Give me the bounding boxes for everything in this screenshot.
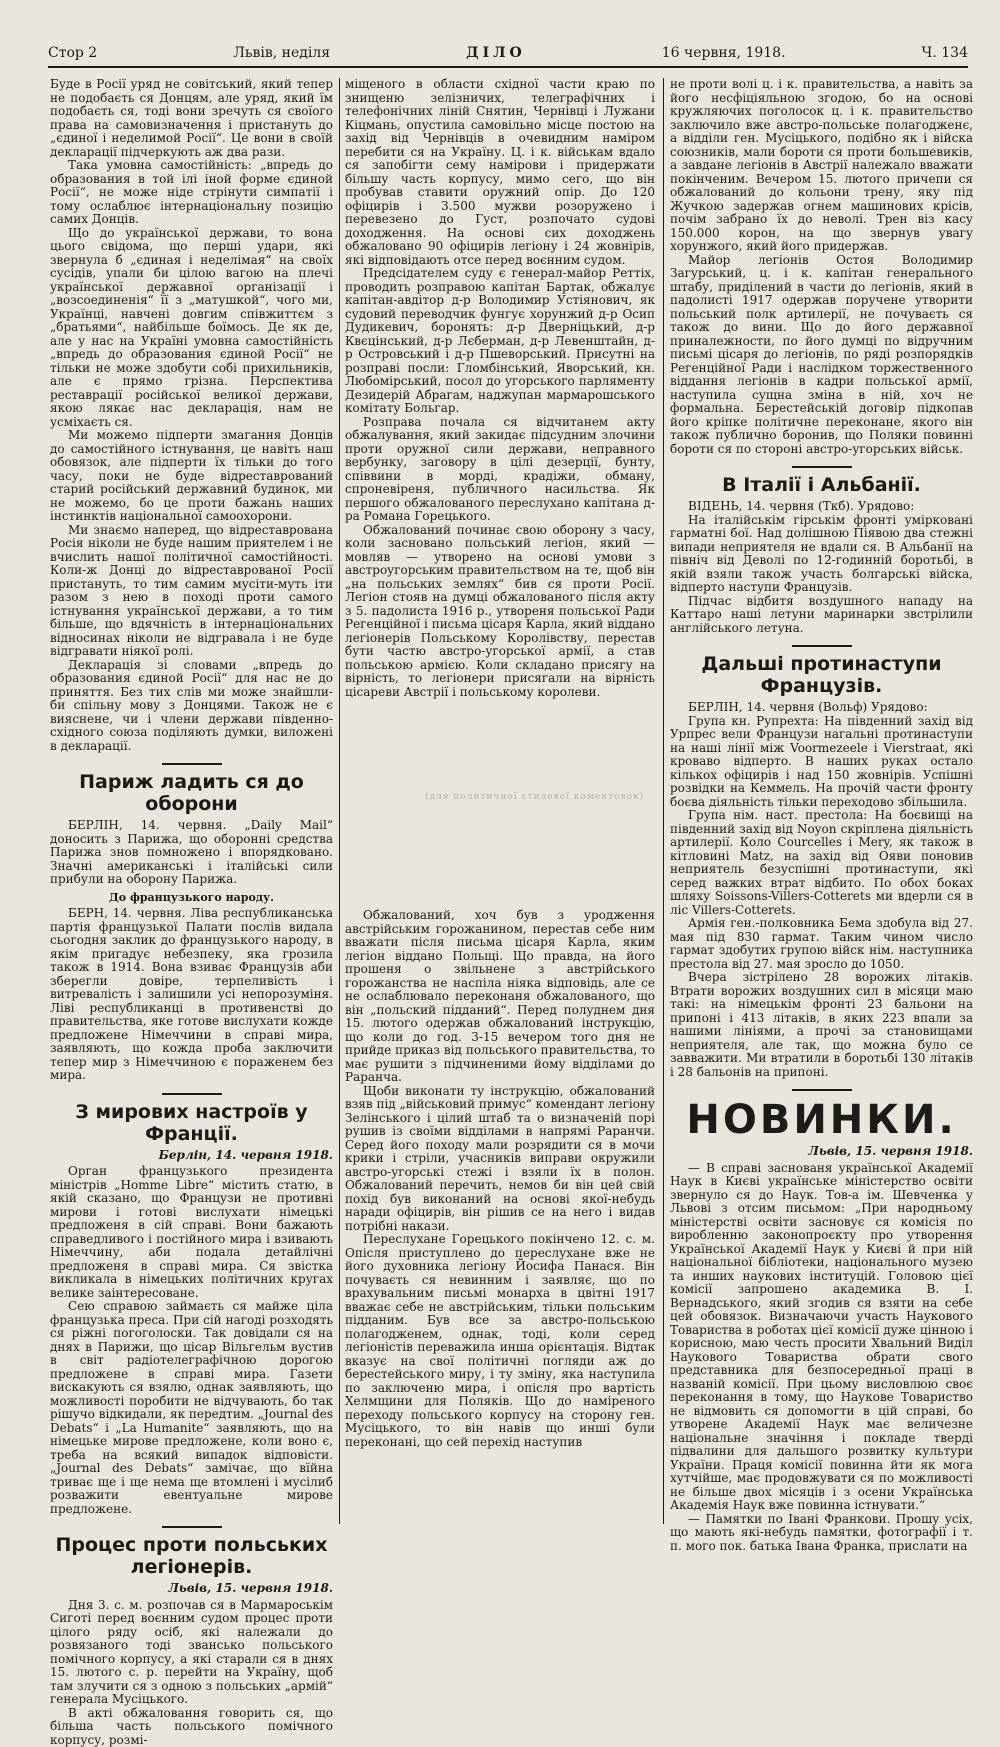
paragraph: Ми можемо підперти змагання Донців до самостійного істнування, це навіть наш обовязок, але підперти їх тільки до того часу, поки не буде відреставрований старий російський державний будинок, ми не можемо, бо це проти бажань наших інстинктів національної самоохорони. bbox=[50, 429, 333, 524]
column-divider bbox=[663, 78, 664, 1524]
paragraph: Майор легіонів Остоя Володимир Загурський, ц. і к. капітан генерального штабу, приділений в части до легіонів, який в падолисті 1917 одержав поручене утворити польський полк артилерії, не почуваєть ся також до вини. Що до його державної приналежности, по його думці по відручним письмі цісаря до легіонів, по ряді розпорядків Регенційної Ради і наслідком торжественного віддання легіонів в кадри польської армії, наступила сущна зміна в ній, хоч не формальна. Берестейській договір підкопав його кріпке політичне переконане, якого він також публично боронив, що Поляки повинні бороти ся по стороні австро-угорських військ. bbox=[670, 254, 973, 457]
paragraph: Дня 3. с. м. розпочав ся в Мармароськім Сиготі перед воєнним судом процес проти цілого ряду осіб, які належали до розвязаного тоді звансько польського помічного корпусу, а які старали ся в днях 15. лютого с. р. перейти на Україну, щоб там злучити ся з одною з польських „армій“ генерала Мусіцького. bbox=[50, 1599, 333, 1707]
paragraph: На італійськім гірськім фронті умірковані гарматні бої. Над долішною Піявою два стежні випади неприятеля не вдали ся. В Альбанії на північ від Деволі по 12-годинній боротьбі, в якій взяли також участь болгарські війска, відперто наступи Французів. bbox=[670, 514, 973, 595]
newspaper-title: ДІЛО bbox=[466, 45, 526, 61]
article-subheading: До французького народу. bbox=[50, 891, 333, 905]
paragraph: В акті обжаловання говорить ся, що більша часть польського помічного корпусу, розмі- bbox=[50, 1707, 333, 1747]
paragraph: Предсідателем суду є генерал-майор Реттіх, проводить розправою капітан Бартак, обжалує капітан-авдітор д-р Володимир Устіянович, як судовий переводчик фунгує хорунжий д-р Осип Дудикевич, боронять: д-р Дверніцький, д-р Квєцінський, д-р Лєберман, д-р Левенштайн, д-р Островський і д-р Пшеворський. Присутні на розправі посли: Гломбінський, Яворський, кн. Любомірський, посол до угорського парляменту Дезидерій Абрагам, наджупан мармарошського комітату Больгар. bbox=[345, 267, 655, 416]
article-heading-paris: Париж ладить ся до оборони bbox=[50, 771, 333, 815]
censored-blank-space bbox=[345, 699, 655, 909]
paragraph: Обжалований, хоч був з уродження австрійським горожанином, перестав себе ним вважати після письма цісаря Карла, яким легіон віддано Польщі. Що правда, на його прошеня о звільнене з австрійського горожанства не наспіла ніяка відповідь, але се не ослаблювало переконаня обжалованого, що він „польский підданий“. Перед полуднем дня 15. лютого одержав обжалований інструкцію, що коли до год. 3-15 вечером того дня не прийде приказ від польського правительства, то має рушити з підчиненими йому відділами до Раранча. bbox=[345, 909, 655, 1085]
paragraph: Армія ген.-полковника Бема здобула від 27. мая під 830 гармат. Таким чином число гармат здобутих групою війск нім. наступника престола від 27. мая зросло до 1050. bbox=[670, 917, 973, 971]
paragraph: Що до української держави, то вона цього свідома, що перші удари, які звернула б „єдиная і неделімая“ на своїх сусідів, упали би цілою вагою на плечі української державної організації і „возсоединенія“ її з „матушкой“, чого ми, Українці, навчені довгим співжиттєм з „братьями“, найбільше боїмось. Де як де, але у нас на Україні умовна самостійність „впредь до образования єдиной Росії“ не тільки не може здобути собі прихильників, але є прямо грізна. Перспектива реставрації російської великої держави, якою лякає нас декларація, нам не усміхаєть ся. bbox=[50, 227, 333, 430]
dateline: Львів, 15. червня 1918. bbox=[50, 1582, 333, 1596]
section-rule bbox=[162, 1093, 222, 1095]
section-rule bbox=[792, 1089, 852, 1091]
section-rule bbox=[162, 1526, 222, 1528]
paragraph: Щоби виконати ту інструкцію, обжалований взяв під „військовий примус“ комендант легіону Зелінського і цілий штаб та о визначеній порі рушив із своїми відділами в напрямі Раранчи. Серед його походу мали розрядити ся в мочи крики і стріли, учасників виправи окружили австро-угорські стежі і взяли їх в полон. Обжалований перечить, немов би він цей свій похід був виконаний на основі якої-небудь наради офіцирів, він рішив се на него і видав потрібні накази. bbox=[345, 1085, 655, 1234]
paragraph: ВІДЕНЬ, 14. червня (Ткб). Урядово: bbox=[670, 500, 973, 514]
paragraph: Обжалований починає свою оборону з часу, коли засновано польський легіон, який — мовляв — утворено на основі умови з австроугорським правительством на те, щоб він „на польських землях“ бив ся проти Росії. Легіон стояв на думці обжалованого після акту з 5. падолиста 1916 р., утвореня польської Ради Регенційної і письма цісаря Карла, який віддано легіонерів Польському Королівству, перестав бути частю австро-угорської армії, а став польською армією. Коли складано присягу на вірність, то легіонери присягали на вірність цісареви Австрії і польському королеви. bbox=[345, 524, 655, 700]
issue-number: Ч. 134 bbox=[922, 45, 968, 61]
paragraph: БЕРЛІН, 14. червня. „Daily Mail“ доносить з Парижа, що оборонні средства Парижа знов помножено і впорядковано. Значні американські і італійські сили прибули на оборону Парижа. bbox=[50, 819, 333, 887]
paragraph: Орган французького президента міністрів „Homme Libre“ містить статю, в якій сказано, що Французи не противні мирови і готові вислухати німецькі предложеня в сій справі. Вони бажають справедливого і постійного мира і взивають Німеччину, аби подала детайлічні предложеня в справі мира. Ся звістка викликала в німецьких політичних кругах велике заінтересоване. bbox=[50, 1165, 333, 1300]
place-day: Львів, неділя bbox=[233, 45, 330, 61]
column-divider bbox=[339, 78, 340, 1524]
section-rule bbox=[792, 466, 852, 468]
paragraph: Група нім. наст. престола: На боєвищі на південний захід від Noyon скріплена діяльність артилерії. Коло Courcelles і Mery, як також в кітловині Matz, на захід від Ояви поновив неприятель безуспішні протинаступи, які серед важких втрат відбито. По обох боках шляху Soissons-Villers-Cotterets ми вдерли ся в ліс Villers-Cotterets. bbox=[670, 809, 973, 917]
paragraph: Розправа почала ся відчитанем акту обжалування, який закидає підсудним злочини проти оружної сили держави, неправного вербунку, заговору в цілі дезерції, бунту, співвини в морді, крадіжи, обману, спроневіреня, публичного насильства. Як першого обжалованого переслухано капітана д-ра Романа Горецького. bbox=[345, 416, 655, 524]
paragraph: — Памятки по Івані Франкови. Прошу усіх, що мають які-небудь памятки, фотографії і т. п. мого пок. батька Івана Франка, прислати на bbox=[670, 1513, 973, 1554]
paragraph: Декларація зі словами „впредь до образования єдиной Росії“ для нас не до приняття. Без тих слів ми може знайшли-би спільну мову з Донцями. Також не є вияснене, чи і члени держави південно-східного союза поділяють думки, виложені в декларації. bbox=[50, 659, 333, 754]
section-rule bbox=[792, 645, 852, 647]
paragraph: міщеного в области східної части краю по знищеню зелізничих, телеграфічних і телефонічних ліній Снятин, Чернівці і Лужани Кіцмань, опустила самовільно місце постою на захід від Чернівців в очевидним наміром перебити ся на Україну. Ц. і к. військам вдало ся запобігти сему намірови і придержати більшу часть корпусу, мимо сего, що він пробував ставити оружний опір. До 120 офіцирів і 3.500 мужви розоружено і перевезено до Густ, розпочато судові доходження. На основі сих доходжень обжаловано 90 офіцирів легіону і 24 жовнірів, які відповідають отсе перед воєнним судом. bbox=[345, 78, 655, 267]
paragraph: Така умовна самостійність: „впредь до образования в той ілі іной форме єдиной Росії“, не може ніде стрінути симпатії і тому ослаблює інтернаціональну позицію самих Донців. bbox=[50, 159, 333, 227]
column-1 bbox=[50, 78, 333, 1524]
section-heading-news: НОВИНКИ. bbox=[670, 1097, 973, 1143]
faint-text: (для политичної стилевої коментовок) bbox=[425, 791, 644, 805]
paragraph: — В справі заснованя української Академії Наук в Києві українське міністерство освіти звернуло ся до Наук. Тов-а ім. Шевченка у Львові з отсим письмом: „При народньому міністерстві освіти засновує ся комісія по виробленню законопроєкту про утворення Української Академії Наук у Києві й при ній національної бібліотеки, національного музею та инших наукових інституцій. Головою цієї комісії запрошено академика В. І. Вернадського, який згодив ся взяти на себе цей обовязок. Визначаючи участь Наукового Товариства в роботах цієї комісії дуже цінною і корисною, маю честь просити Хвальний Виділ Наукового Товариства обрати свого представника для безпосередньої праці в названій комісії. При цьому висловлюю своє переконання в тому, що Наукове Товариство не відмовить ся допомогти в цій справі, бо утворене Академії Наук має величезне національне значіння і покладе тверді підвалини для дальшого розвитку культури України. Праця комісії повинна йти як мога хутчійше, має продовжувати ся по можливості не більше двох місяців і з осени Українська Академія Наук вже повинна істнувати.“ bbox=[670, 1162, 973, 1513]
masthead bbox=[48, 40, 968, 68]
paragraph: Буде в Росії уряд не совітський, який тепер не подобаєть ся Донцям, але уряд, який їм подобаєть ся, тоді вони зречуть ся своїого права на самовизначення і пристануть до „єдиної і неделимой Росії“. Це вони в своїй декларації підчеркують аж два рази. bbox=[50, 78, 333, 159]
paragraph: БЕРЛІН, 14. червня (Вольф) Урядово: bbox=[670, 701, 973, 715]
issue-date: 16 червня, 1918. bbox=[662, 45, 786, 61]
article-heading-trial: Процес проти польських легіонерів. bbox=[50, 1534, 333, 1578]
page-number: Стор 2 bbox=[48, 45, 97, 61]
paragraph: Підчас відбитя воздушного нападу на Каттаро наші летуни маринарки звстрілили англійського летуна. bbox=[670, 595, 973, 636]
paragraph: Переслухане Горецького покінчено 12. с. м. Опісля приступлено до переслухане вже не його духовника легіону Йосифа Панася. Він почуваєть ся невинним і заявляє, що по врахувальним письмі монарха в цвітні 1917 вважає себе не австрійським, тільки польським підданим. Був все за австро-польською полагодженем, однак, тоді, коли серед легіоністів переважила инша орієнтація. Відтак вказує на свої політичні погляди аж до берестейського миру, і ту зміну, яка наступила по заключеню мира, і опісля про вартість Хелмщини для Поляків. Що до наміреного переходу польського корпусу на сторону ген. Мусіцького, то він навів що инші були переконані, що сей перехід наступив bbox=[345, 1233, 655, 1449]
paragraph: не проти волі ц. і к. правительства, а навіть за його несфіціяльною згодою, бо на основі кружляючих поголосок ц. і к. правительство заключило вже австро-польське полагодженє, а відділи ген. Мусіцького, подібно як і війска союзників, мали бороти ся проти большевиків, а завдане легіонів в Австрії належало вважати покінченим. Вечером 15. лютого причепи ся обжалований до кольони трену, яку під Жучкою задержав огнем машинових крісів, почім забрано їх до неволі. Трен віз касу 150.000 корон, на що звернув увагу хорунжого, який його придержав. bbox=[670, 78, 973, 254]
paragraph: Група кн. Рупрехта: На південний захід від Урпрес вели Французи нагальні протинаступи на наші лінії між Voormezeele і Vierstraat, які кроваво відперто. В наших руках остало кількох офіцирів і над 150 жовнірів. Успішні розвідки на Кеммель. На прочій части фронту боєва діяльність тільки переходово збільшила. bbox=[670, 715, 973, 810]
paragraph: БЕРН, 14. червня. Ліва республиканська партія французької Палати послів видала сьогодня заклик до французького народу, в якім пригадує небезпеку, яка грозила також в 1914. Вона взиває Французів аби зберегли довіре, терпеливість і витревалість і залишили усі непорозуміня. Ліві республиканці в противенстві до правительства, яке готове вислухати кожде предложене Німеччини в справі мира, заявляють, що кожда проба заключити тепер мир з Німеччиною є пораженем без мира. bbox=[50, 907, 333, 1083]
column-2 bbox=[345, 78, 655, 1524]
article-heading-moods: З мирових настроїв у Франції. bbox=[50, 1101, 333, 1145]
paragraph: Вчера зістрілено 28 ворожих літаків. Втрати ворожих воздушних сил в місяци маю такі: на німецькім фронті 23 бальони на припоні і 413 літаків, в яких 223 впали за нашими лініями, а прочі за становищами неприятеля, але так, що можна було се завважити. Ми втратили в боротьбі 130 літаків і 28 бальонів на припоні. bbox=[670, 971, 973, 1079]
article-heading-italy: В Італії і Альбанії. bbox=[670, 474, 973, 496]
dateline: Львів, 15. червня 1918. bbox=[670, 1145, 973, 1159]
paragraph: Сею справою займаєть ся майже ціла французька преса. При сій нагоді розходять ся ріжні погоголоски. Так довідали ся на днях в Парижи, що цісар Вільгельм вустив в світ радіотелеграфічною дорогою предложене в справі мира. Газети вискакують ся взялю, однак заявляють, що можливості поробити не відчувають, бо так рішучо відкидали, як передтим. „Journal des Debats“ і „La Humanite“ заявляють, що на німецьке мирове предложене, коли воно є, треба на всякий випадок відповісти. „Journal des Debats“ замічає, що вїйна триває ще і ще нема ще втомлені і мусілиб розважити евентуальне мирове предложене. bbox=[50, 1300, 333, 1516]
column-3 bbox=[670, 78, 973, 1524]
paragraph: Ми знаємо наперед, що відреставрована Росія ніколи не буде нашим приятелем і не вчислить нашої політичної самостійності. Коли-ж Донці до відреставрованої Росії пристануть, то тим самим мусіти-муть іти разом з нею в поході проти самого істнування української держави, а то тим більше, що вдячність в інтернаціональних відносинах ніколи не відгравала і не буде відгравати ніякої ролі. bbox=[50, 524, 333, 659]
section-rule bbox=[162, 763, 222, 765]
dateline: Берлін, 14. червня 1918. bbox=[50, 1149, 333, 1163]
article-heading-counter: Дальші протинаступи Французів. bbox=[670, 653, 973, 697]
